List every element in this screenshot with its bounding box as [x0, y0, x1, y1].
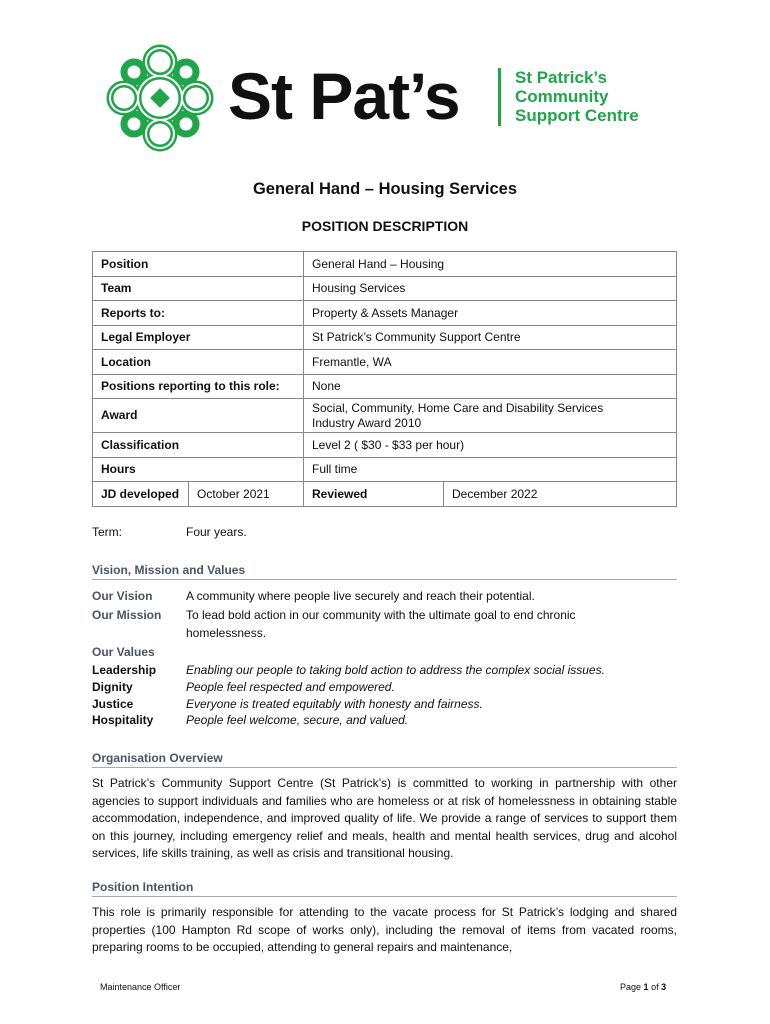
document-subtitle: POSITION DESCRIPTION [301, 218, 469, 234]
vision-label: Our Vision [92, 589, 153, 603]
intention-paragraph: This role is primarily responsible for attending to the vacate process for St Patrick’s lodging and shared properties (100 Hampton Rd scope of works only), including the removal of items from vacated rooms, preparing rooms to be occupied, attending to general repairs and maintenance, [92, 905, 677, 954]
award-value-line1: Social, Community, Home Care and Disability Services [312, 400, 604, 415]
mission-line2: homelessness. [186, 626, 267, 640]
vision-section-heading: Vision, Mission and Values [92, 563, 677, 580]
reports-label: Reports to: [93, 301, 304, 326]
footer-of-word: of [651, 982, 659, 992]
employer-value: St Patrick’s Community Support Centre [304, 325, 677, 350]
award-value-line2: Industry Award 2010 [312, 415, 422, 430]
values-label: Our Values [92, 645, 155, 659]
location-value: Fremantle, WA [304, 350, 677, 375]
value-name: Hospitality [92, 713, 154, 727]
award-label: Award [93, 399, 304, 433]
team-value: Housing Services [304, 276, 677, 301]
hours-label: Hours [93, 457, 304, 482]
overview-section-heading: Organisation Overview [92, 751, 677, 768]
table-row [93, 325, 677, 350]
logo-org-name [515, 68, 639, 125]
table-row [93, 276, 677, 301]
table-row [93, 350, 677, 375]
reviewed-value: December 2022 [444, 482, 677, 507]
logo-org-line2: Community [515, 87, 609, 106]
celtic-knot-logo-icon [104, 42, 216, 154]
term-value: Four years. [186, 525, 247, 539]
table-row [93, 399, 677, 433]
employer-label: Legal Employer [93, 325, 304, 350]
value-text: Everyone is treated equitably with honesty and fairness. [186, 697, 483, 711]
footer-page-current: 1 [643, 982, 649, 992]
value-text: Enabling our people to taking bold action to address the complex social issues. [186, 663, 605, 677]
table-row [93, 482, 677, 507]
mission-label: Our Mission [92, 608, 162, 622]
jd-value: October 2021 [189, 482, 304, 507]
team-label: Team [93, 276, 304, 301]
value-text: People feel welcome, secure, and valued. [186, 713, 409, 727]
jd-label: JD developed [93, 482, 189, 507]
position-label: Position [93, 252, 304, 277]
logo-divider [498, 68, 501, 126]
footer-doc-name: Maintenance Officer [100, 982, 181, 992]
reporting-value: None [304, 374, 677, 399]
location-label: Location [93, 350, 304, 375]
reviewed-label: Reviewed [304, 482, 444, 507]
logo-wordmark: St Pat’s [228, 59, 460, 133]
value-name: Dignity [92, 680, 133, 694]
hours-value: Full time [304, 457, 677, 482]
table-row [93, 457, 677, 482]
position-value: General Hand – Housing [304, 252, 677, 277]
classification-value: Level 2 ( $30 - $33 per hour) [304, 433, 677, 458]
reporting-label: Positions reporting to this role: [93, 374, 304, 399]
footer-page-number [620, 982, 666, 992]
value-text: People feel respected and empowered. [186, 680, 395, 694]
table-row [93, 301, 677, 326]
logo-org-line3: Support Centre [515, 106, 639, 125]
footer-page-total: 3 [661, 982, 667, 992]
footer-page-word: Page [620, 982, 642, 992]
value-name: Justice [92, 697, 134, 711]
term-label: Term: [92, 525, 122, 539]
document-title: General Hand – Housing Services [252, 180, 518, 198]
mission-line1: To lead bold action in our community with the ultimate goal to end chronic [186, 608, 576, 622]
award-value [304, 399, 677, 433]
table-row [93, 433, 677, 458]
position-details-table [92, 251, 677, 507]
vision-text: A community where people live securely and reach their potential. [186, 589, 535, 603]
intention-section-heading: Position Intention [92, 880, 677, 897]
table-row [93, 252, 677, 277]
value-name: Leadership [92, 663, 157, 677]
table-row [93, 374, 677, 399]
classification-label: Classification [93, 433, 304, 458]
overview-paragraph: St Patrick’s Community Support Centre (St Patrick’s) is committed to working in partnership with other agencies to support individuals and families who are homeless or at risk of homelessness in obtaining stable accommodation, independence, and improved quality of life. We provide a range of services to support them on this journey, including emergency relief and meals, health and mental health services, drug and alcohol services, life skills training, as well as crisis and transitional housing. [92, 776, 677, 860]
logo-org-line1: St Patrick’s [515, 68, 607, 87]
reports-value: Property & Assets Manager [304, 301, 677, 326]
